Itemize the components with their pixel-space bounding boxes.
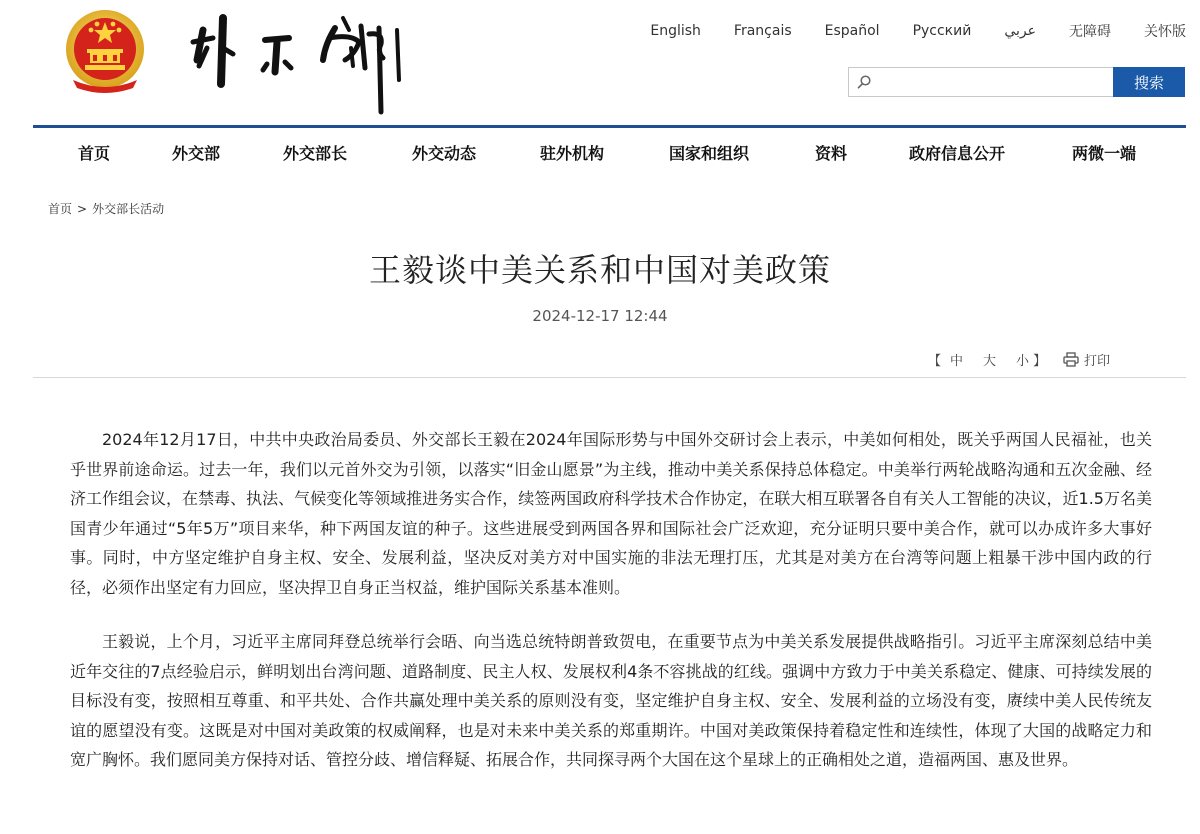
nav-item-ministry[interactable]: 外交部 (172, 144, 221, 163)
article-paragraph: 2024年12月17日，中共中央政治局委员、外交部长王毅在2024年国际形势与中国外交研讨会上表示，中美如何相处，既关乎两国人民福祉，也关乎世界前途命运。过去一年，我们以元首外交为引领，以落实“旧金山愿景”为主线，推动中美关系保持总体稳定。中美举行两轮战略沟通和五次金融、经济工作组会议，在禁毒、执法、气候变化等领域推进务实合作，续签两国政府科学技术合作协定，在联大相互联署各自有关人工智能的决议，近1.5万名美国青少年通过“5年5万”项目来华，种下两国友谊的种子。这些进展受到两国各界和国际社会广泛欢迎，充分证明只要中美合作，就可以办成许多大事好事。同时，中方坚定维护自身主权、安全、发展利益，坚决反对美方对中国实施的非法无理打压，尤其是对美方在台湾等问题上粗暴干涉中国内政的行径，必须作出坚定有力回应，坚决捍卫自身正当权益，维护国际关系基本准则。 (70, 430, 1152, 597)
nav-item-minister[interactable]: 外交部长 (283, 144, 348, 163)
lang-spanish-link[interactable]: Español (824, 23, 880, 39)
font-size-bracket-open: 【 (928, 354, 942, 369)
breadcrumb (48, 200, 164, 217)
nav-item-social[interactable]: 两微一端 (1072, 144, 1137, 163)
nav-item-home[interactable]: 首页 (78, 144, 111, 163)
nav-item-resources[interactable]: 资料 (815, 144, 848, 163)
font-size-control (928, 350, 1055, 369)
main-nav (33, 128, 1186, 174)
nav-item-missions[interactable]: 驻外机构 (540, 144, 605, 163)
article-title: 王毅谈中美关系和中国对美政策 (368, 251, 831, 289)
accessibility-link[interactable]: 无障碍 (1069, 24, 1111, 40)
article-body (70, 425, 1152, 800)
search-button[interactable]: 搜索 (1113, 67, 1185, 97)
breadcrumb-current-link[interactable]: 外交部长活动 (92, 202, 165, 216)
site-header (0, 0, 1200, 125)
print-button[interactable] (1063, 350, 1110, 369)
font-size-bracket-close: 】 (1033, 354, 1047, 369)
breadcrumb-separator: > (77, 202, 88, 216)
article-header-divider (33, 377, 1186, 378)
search-input[interactable] (877, 68, 1109, 96)
language-bar (650, 21, 1186, 41)
lang-english-link[interactable]: English (650, 23, 701, 39)
nav-item-gov-info[interactable]: 政府信息公开 (909, 144, 1006, 163)
nav-item-countries[interactable]: 国家和组织 (669, 144, 750, 163)
lang-arabic-link[interactable]: عربي (1004, 23, 1036, 39)
elderly-care-link[interactable]: 关怀版 (1144, 24, 1186, 40)
article-date: 2024-12-17 12:44 (532, 307, 668, 325)
lang-french-link[interactable]: Français (733, 23, 792, 39)
search-box (848, 67, 1113, 97)
font-size-large-button[interactable]: 中 (950, 354, 964, 369)
print-label: 打印 (1084, 354, 1111, 369)
national-emblem-icon[interactable] (63, 8, 147, 94)
nav-item-news[interactable]: 外交动态 (412, 144, 477, 163)
lang-russian-link[interactable]: Русский (912, 23, 972, 39)
article-paragraph: 王毅说，上个月，习近平主席同拜登总统举行会晤、向当选总统特朗普致贺电，在重要节点为中美关系发展提供战略指引。习近平主席深刻总结中美近年交往的7点经验启示，鲜明划出台湾问题、道路制度、民主人权、发展权利4条不容挑战的红线。强调中方致力于中美关系稳定、健康、可持续发展的目标没有变，按照相互尊重、和平共处、合作共赢处理中美关系的原则没有变，坚定维护自身主权、安全、发展利益的立场没有变，赓续中美人民传统友谊的愿望没有变。这既是对中国对美政策的权威阐释，也是对未来中美关系的郑重期许。中国对美政策保持着稳定性和连续性，体现了大国的战略定力和宽广胸怀。我们愿同美方保持对话、管控分歧、增信释疑、拓展合作，共同探寻两个大国在这个星球上的正确相处之道，造福两国、惠及世界。 (70, 632, 1152, 769)
search-icon (856, 74, 872, 90)
ministry-calligraphy-logo[interactable] (185, 8, 410, 116)
font-size-small-button[interactable]: 小 (1016, 354, 1030, 369)
breadcrumb-home-link[interactable]: 首页 (48, 202, 73, 216)
font-size-medium-button[interactable]: 大 (983, 354, 997, 369)
printer-icon (1063, 352, 1079, 367)
